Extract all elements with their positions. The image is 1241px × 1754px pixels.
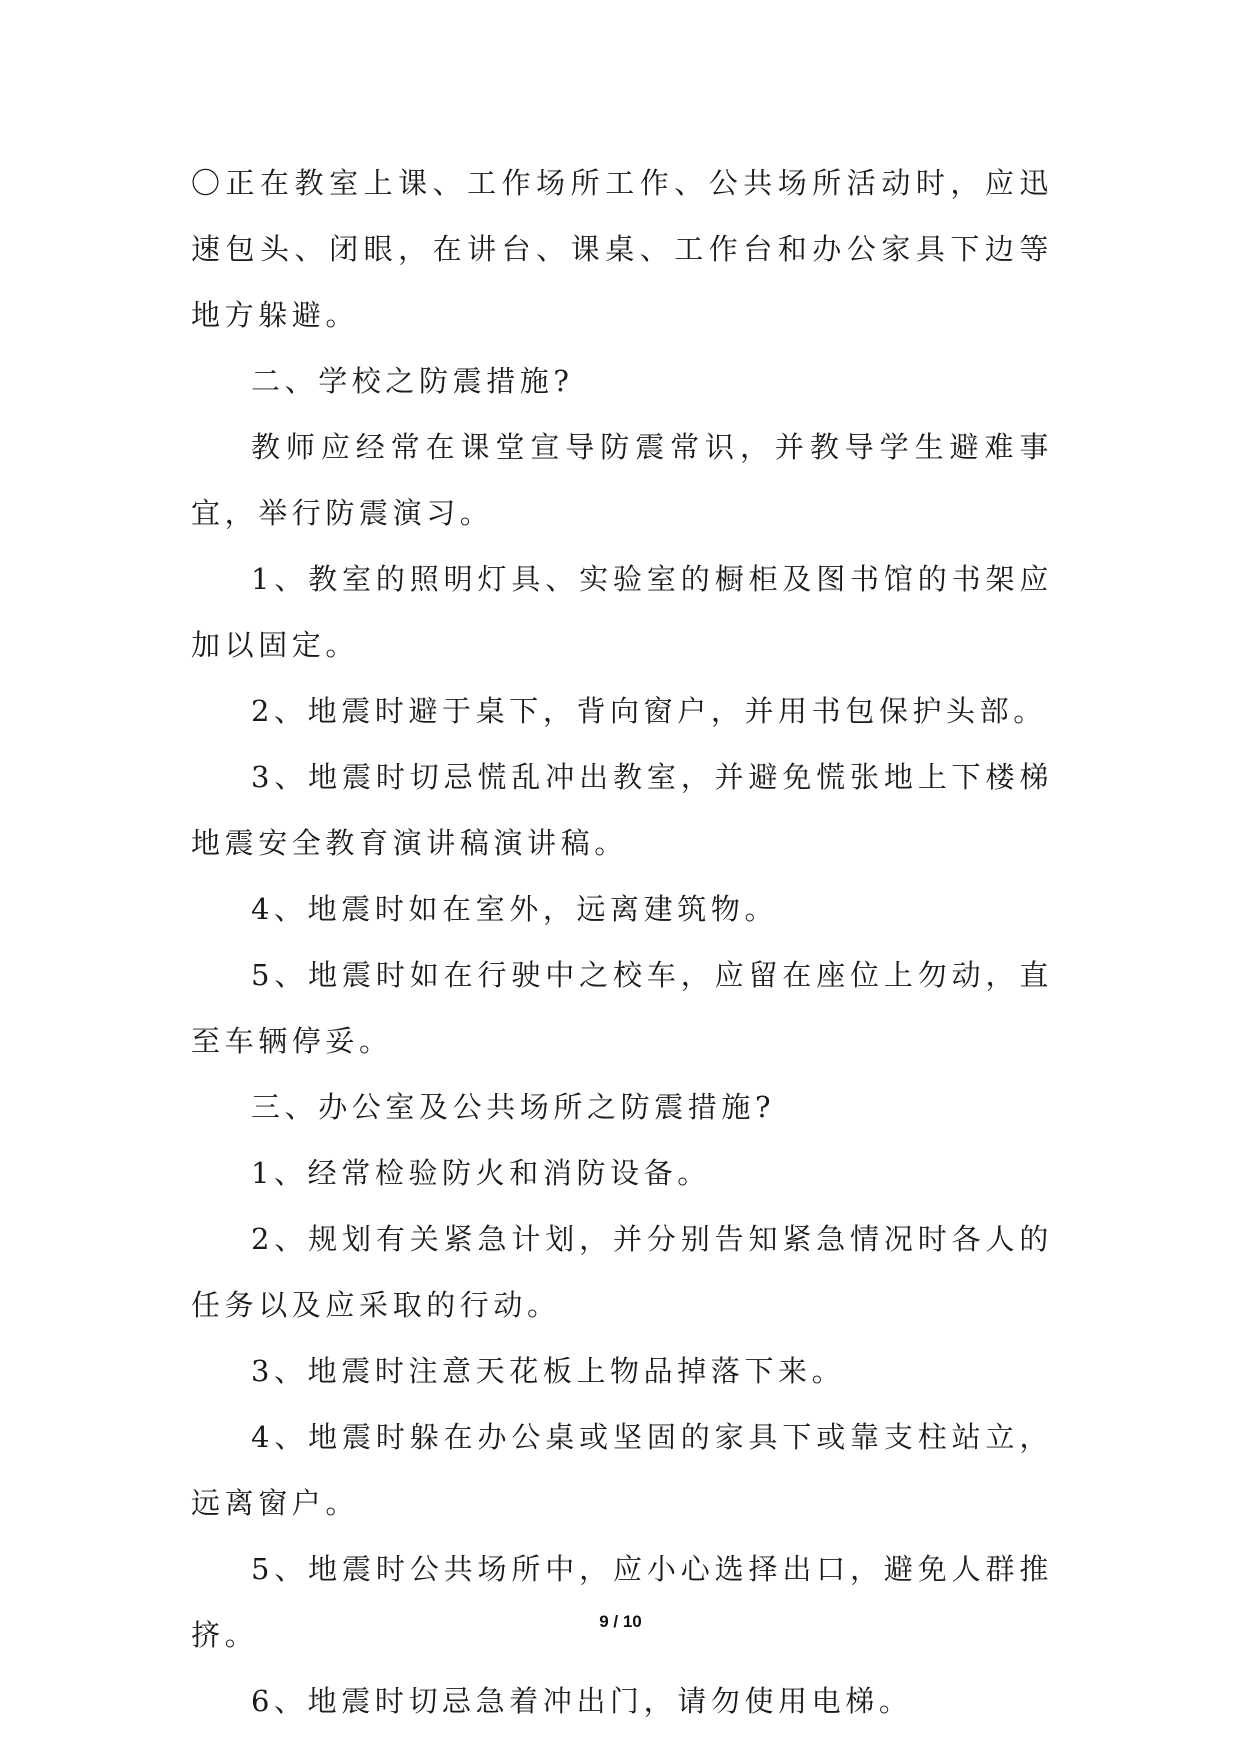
list-item-school-1: 1、教室的照明灯具、实验室的橱柜及图书馆的书架应加以固定。 xyxy=(191,562,1053,662)
page-number: 9 / 10 xyxy=(599,1612,642,1631)
list-item-school-2: 2、地震时避于桌下，背向窗户，并用书包保护头部。 xyxy=(251,694,1047,728)
document-body xyxy=(191,150,1053,1734)
list-item-school-4: 4、地震时如在室外，远离建筑物。 xyxy=(251,892,779,926)
list-item-office-1: 1、经常检验防火和消防设备。 xyxy=(251,1156,711,1190)
list-item-office-3: 3、地震时注意天花板上物品掉落下来。 xyxy=(251,1354,846,1388)
list-item-office-5: 5、地震时公共场所中，应小心选择出口，避免人群推挤。 xyxy=(191,1552,1053,1652)
list-item-office-2: 2、规划有关紧急计划，并分别告知紧急情况时各人的任务以及应采取的行动。 xyxy=(191,1222,1053,1322)
list-item-school-5: 5、地震时如在行驶中之校车，应留在座位上勿动，直至车辆停妥。 xyxy=(191,958,1053,1058)
list-item-office-6: 6、地震时切忌急着冲出门，请勿使用电梯。 xyxy=(251,1684,913,1718)
paragraph-intro: 〇正在教室上课、工作场所工作、公共场所活动时，应迅速包头、闭眼，在讲台、课桌、工作台和办公家具下边等地方躲避。 xyxy=(191,166,1053,332)
heading-school-measures: 二、学校之防震措施? xyxy=(251,364,574,398)
list-item-office-4: 4、地震时躲在办公桌或坚固的家具下或靠支柱站立，远离窗户。 xyxy=(191,1420,1053,1520)
list-item-school-3: 3、地震时切忌慌乱冲出教室，并避免慌张地上下楼梯地震安全教育演讲稿演讲稿。 xyxy=(191,760,1053,860)
heading-office-measures: 三、办公室及公共场所之防震措施? xyxy=(251,1090,776,1124)
paragraph-teacher-guidance: 教师应经常在课堂宣导防震常识，并教导学生避难事宜，举行防震演习。 xyxy=(191,430,1053,530)
